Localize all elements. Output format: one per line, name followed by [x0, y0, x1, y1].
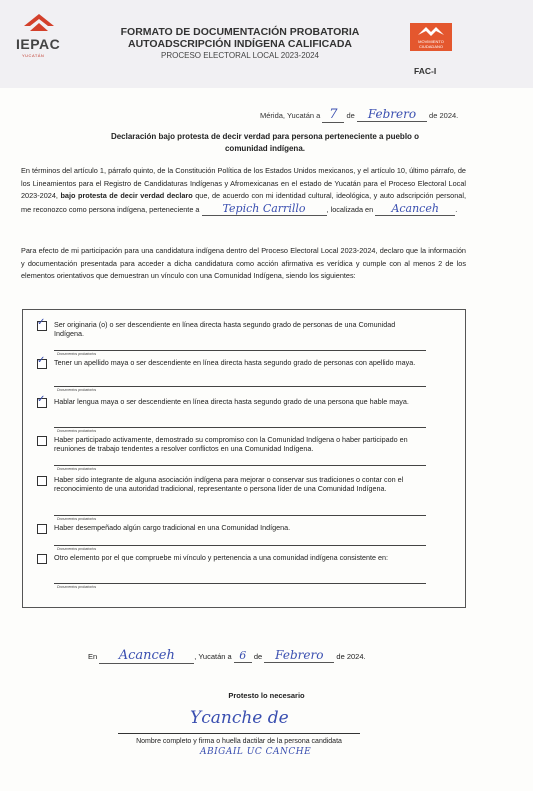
documents-line[interactable] [54, 545, 426, 546]
paragraph-1-part-1: En términos del artículo 1, párrafo quinto, de la Constitución Política de los Estados Unidos mexicanos, y el artículo 10, último párrafo, de los Lineamientos para el Registro de Candidaturas Indígenas y Afromexicanas en el estado de Yucatán para el Proceso Electoral Local 2023-2024, [21, 166, 466, 201]
criteria-text: Otro elemento por el que compruebe mi vínculo y pertenencia a una comunidad indígena consistente en: [54, 553, 389, 562]
handwritten-location: Acanceh [375, 203, 455, 217]
check-mark-icon: ✓ [37, 317, 46, 328]
signature-line [118, 733, 360, 734]
criteria-checkbox[interactable] [37, 554, 47, 564]
documents-label: Documentos probatorios [57, 429, 97, 433]
documents-line[interactable] [54, 515, 426, 516]
documents-label: Documentos probatorios [57, 585, 97, 589]
paragraph-1-localizada: , localizada en [326, 204, 374, 214]
eagle-icon [410, 23, 452, 39]
mc-logo-line-1: MOVIMIENTO [418, 39, 444, 44]
signing-yucatan: , Yucatán a [194, 652, 232, 661]
handwritten-day: 7 [322, 107, 344, 123]
signing-de: de [253, 652, 263, 661]
iepac-logo-text: IEPAC [16, 36, 61, 52]
criteria-checkbox[interactable] [37, 436, 47, 446]
check-mark-icon: ✓ [37, 394, 46, 405]
criteria-text: Haber participado activamente, demostrado su compromiso con la Comunidad Indígena o haber participado en reuniones de trabajo tendentes a resolver conflictos en una Comunidad Indígena. [54, 435, 408, 454]
handwritten-signature: Ycanche de [190, 708, 289, 728]
movimiento-ciudadano-logo [410, 23, 452, 51]
form-code: FAC-I [414, 66, 437, 76]
mc-logo-text [410, 40, 452, 49]
documents-label: Documentos probatorios [57, 388, 97, 392]
documents-label: Documentos probatorios [57, 352, 97, 356]
documents-line[interactable] [54, 386, 426, 387]
signing-place-line [88, 648, 366, 664]
documents-label: Documentos probatorios [57, 467, 97, 471]
documents-line[interactable] [54, 583, 426, 584]
iepac-logo-mark-icon [24, 14, 54, 36]
criteria-checkbox[interactable] [37, 355, 47, 369]
check-mark-icon: ✓ [37, 355, 46, 366]
signing-en: En [88, 652, 98, 661]
documents-label: Documentos probatorios [57, 517, 97, 521]
place-date-suffix: de 2024. [429, 111, 459, 120]
criteria-text: Tener un apellido maya o ser descendiente en línea directa hasta segundo grado de personas con apellido maya. [54, 358, 416, 367]
paragraph-1-bold: bajo protesta de decir verdad declaro [60, 191, 193, 201]
criteria-text: Hablar lengua maya o ser descendiente en línea directa hasta segundo grado de una persona que hable maya. [54, 397, 409, 406]
paragraph-1 [21, 165, 466, 216]
handwritten-signing-day: 6 [234, 649, 252, 663]
iepac-logo [14, 14, 66, 62]
documents-line[interactable] [54, 427, 426, 428]
paragraph-1-part-2: que, de acuerdo con mi identidad cultural, ideológica, y auto adscripción personal, me reconozco como persona indígena, perteneciente a [21, 191, 466, 214]
criteria-text: Ser originaria (o) o ser descendiente en línea directa hasta segundo grado de personas de una Comunidad Indígena. [54, 320, 396, 339]
handwritten-month: Febrero [357, 107, 427, 122]
documents-line[interactable] [54, 350, 426, 351]
title-line-1: FORMATO DE DOCUMENTACIÓN PROBATORIA [120, 26, 360, 38]
criteria-box [22, 309, 466, 608]
handwritten-signing-month: Febrero [264, 648, 334, 663]
criteria-text: Haber desempeñado algún cargo tradicional en una Comunidad Indígena. [54, 523, 291, 532]
signing-year: de 2024. [336, 652, 366, 661]
criteria-text: Haber sido integrante de alguna asociación indígena para mejorar o conservar sus tradiciones o contar con el reconocimiento de una autoridad tradicional, representante o persona líder de una Comunidad Indígena. [54, 475, 404, 494]
paragraph-2: Para efecto de mi participación para una candidatura indígena dentro del Proceso Electoral Local 2023-2024, declaro que la información y documentación presentada para acceder a dicha candidatura como acción afirmativa es verídica y cumple con al menos 2 de los elementos orientativos que demuestran un vínculo con una Comunidad Indígena, siendo los siguientes: [21, 246, 466, 281]
criteria-checkbox[interactable] [37, 524, 47, 534]
paragraph-1-end: . [455, 204, 458, 214]
handwritten-community: Tepich Carrillo [202, 203, 327, 217]
title-line-2: AUTOADSCRIPCIÓN INDÍGENA CALIFICADA [127, 38, 352, 50]
mc-logo-line-2: CIUDADANO [418, 43, 443, 49]
document-subtitle: PROCESO ELECTORAL LOCAL 2023-2024 [161, 51, 319, 60]
declaration-title: Declaración bajo protesta de decir verdad para persona perteneciente a pueblo o comunidad indígena. [110, 132, 420, 153]
place-date-prefix: Mérida, Yucatán a [260, 111, 321, 120]
place-date-de: de [346, 111, 355, 120]
place-date-line [260, 107, 458, 123]
criteria-checkbox[interactable] [37, 317, 47, 331]
criteria-checkbox[interactable] [37, 394, 47, 408]
protesto-label: Protesto lo necesario [228, 691, 305, 700]
documents-line[interactable] [54, 465, 426, 466]
signature-caption: Nombre completo y firma o huella dactilar de la persona candidata [136, 738, 342, 745]
document-title [80, 26, 400, 50]
handwritten-candidate-name: ABIGAIL UC CANCHE [200, 747, 312, 757]
handwritten-town: Acanceh [99, 648, 194, 664]
documents-label: Documentos probatorios [57, 547, 97, 551]
iepac-logo-subtext: YUCATÁN [22, 53, 45, 58]
criteria-checkbox[interactable] [37, 476, 47, 486]
